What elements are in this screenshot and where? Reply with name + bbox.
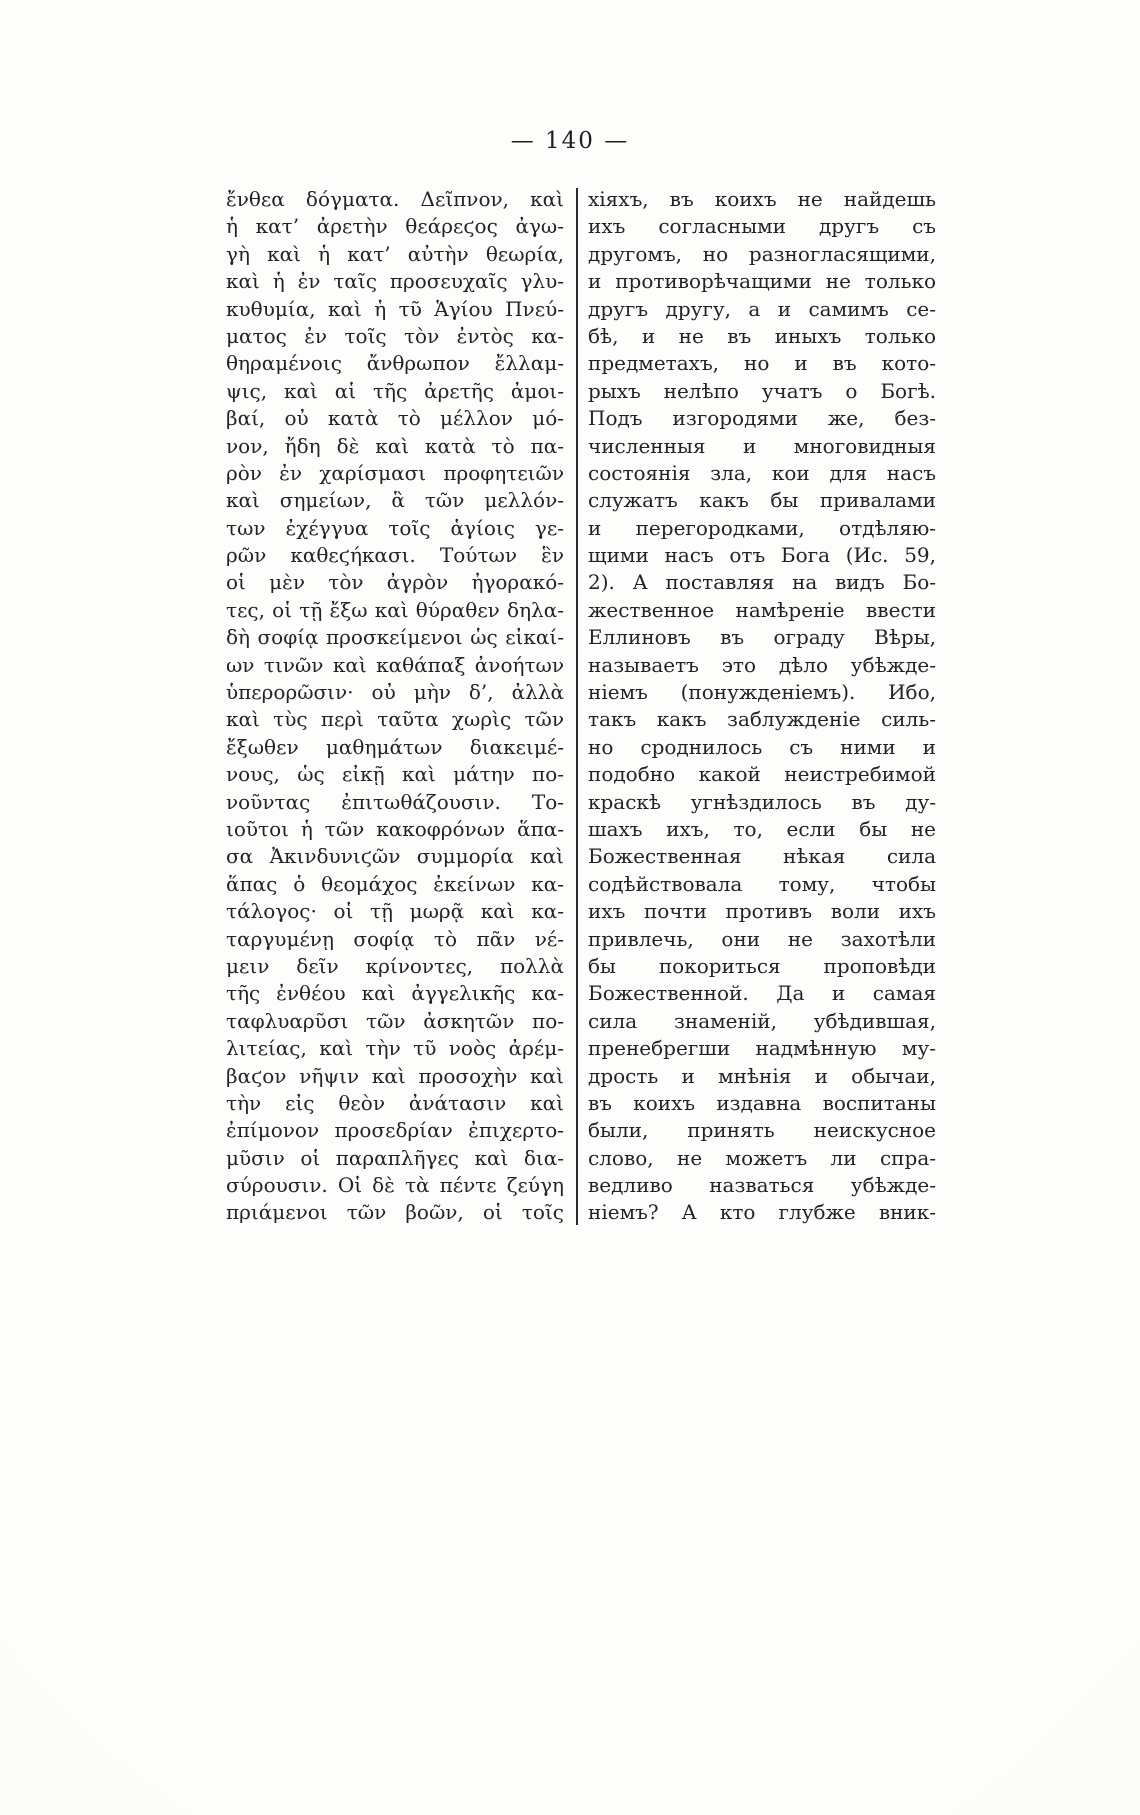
text-line: но сроднилось съ ними и — [588, 734, 936, 759]
text-line: слово, не можетъ ли спра- — [588, 1145, 936, 1170]
text-line: οἱ μὲν τὸν ἀγρὸν ἠγορακό- — [226, 570, 564, 595]
text-line: хіяхъ, въ коихъ не найдешь — [588, 187, 936, 211]
text-line: жественное намѣреніе ввести — [588, 597, 936, 622]
text-line: служатъ какъ бы привалами — [588, 488, 936, 513]
greek-text-column — [226, 186, 564, 1227]
page-content — [226, 186, 936, 1227]
text-line: τες, οἱ τῇ ἔξω καὶ θύραθεν δηλα- — [226, 597, 564, 622]
text-line: Божественная нѣкая сила — [588, 844, 936, 869]
text-line: подобно какой неистребимой — [588, 762, 936, 787]
text-line: λιτείας, καὶ τὴν τῦ νοὸς ἀρέμ- — [226, 1036, 564, 1061]
text-line: дрость и мнѣнія и обычаи, — [588, 1063, 936, 1088]
text-line: ων τινῶν καὶ καθάπαξ ἀνοήτων — [226, 652, 564, 677]
text-line: καὶ τὺς περὶ ταῦτα χωρὶς τῶν — [226, 707, 564, 732]
text-line: θηραμένοις ἄνθρωπον ἔλλαμ- — [226, 351, 564, 376]
text-line: μῦσιν οἱ παραπλῆγες καὶ δια- — [226, 1145, 564, 1170]
text-line: 2). А поставляя на видъ Бо- — [588, 570, 936, 595]
text-line: пренебрегши надмѣнную му- — [588, 1036, 936, 1061]
text-line: ихъ почти противъ воли ихъ — [588, 899, 936, 924]
text-line: и противорѣчащими не только — [588, 269, 936, 294]
text-line: называетъ это дѣло убѣжде- — [588, 652, 936, 677]
text-line: бы покориться проповѣди — [588, 953, 936, 978]
text-line: βαϛον νῆψιν καὶ προσοχὴν καὶ — [226, 1063, 564, 1088]
text-line: ψις, καὶ αἱ τῆς ἀρετῆς ἀμοι- — [226, 378, 564, 403]
text-line: γὴ καὶ ἡ κατ’ αὐτὴν θεωρία, — [226, 241, 564, 266]
text-line: щими насъ отъ Бога (Ис. 59, — [588, 543, 936, 568]
text-line: καὶ σημείων, ἃ τῶν μελλόν- — [226, 488, 564, 513]
text-line: ταφλυαρῦσι τῶν ἀσκητῶν πο- — [226, 1008, 564, 1033]
text-line: Еллиновъ въ ограду Вѣры, — [588, 625, 936, 650]
text-line: предметахъ, но и въ кото- — [588, 351, 936, 376]
text-line: μειν δεῖν κρίνοντες, πολλὰ — [226, 953, 564, 978]
text-line: ведливо назваться убѣжде- — [588, 1173, 936, 1198]
text-line: ρῶν καθεϛήκασι. Τούτων ἓν — [226, 543, 564, 568]
text-line: νους, ὡς εἰκῇ καὶ μάτην πο- — [226, 762, 564, 787]
text-line: δὴ σοφίᾳ προσκείμενοι ὡς εἰκαί- — [226, 625, 564, 650]
text-line: ніемъ (понужденіемъ). Ибо, — [588, 680, 936, 705]
text-line: τῆς ἐνθέου καὶ ἀγγελικῆς κα- — [226, 981, 564, 1006]
text-line: были, принять неискусное — [588, 1118, 936, 1143]
text-line: πριάμενοι τῶν βοῶν, οἱ τοῖς — [226, 1200, 564, 1225]
russian-text-column — [588, 186, 936, 1227]
text-line: τάλογος· οἱ τῇ μωρᾷ καὶ κα- — [226, 899, 564, 924]
text-line: сила знаменій, убѣдившая, — [588, 1008, 936, 1033]
text-line: ихъ согласными другъ съ — [588, 214, 936, 239]
text-line: σύρουσιν. Οἱ δὲ τὰ πέντε ζεύγη — [226, 1173, 564, 1198]
text-line: ιοῦτοι ἡ τῶν κακοφρόνων ἅπα- — [226, 816, 564, 841]
text-line: βαί, οὐ κατὰ τὸ μέλλον μό- — [226, 406, 564, 431]
text-line: ἅπας ὁ θεομάχος ἐκείνων κα- — [226, 871, 564, 896]
text-line: привлечь, они не захотѣли — [588, 926, 936, 951]
text-line: въ коихъ издавна воспитаны — [588, 1090, 936, 1115]
text-line: численныя и многовидныя — [588, 433, 936, 458]
text-line: ἡ κατ’ ἀρετὴν θεάρεϛος ἀγω- — [226, 214, 564, 239]
text-line: состоянія зла, кои для насъ — [588, 460, 936, 485]
text-line: των ἐχέγγυα τοῖς ἁγίοις γε- — [226, 515, 564, 540]
text-line: содѣйствовала тому, чтобы — [588, 871, 936, 896]
text-line: краскѣ угнѣздилось въ ду- — [588, 789, 936, 814]
text-line: и перегородками, отдѣляю- — [588, 515, 936, 540]
text-line: ἐπίμονον προσεδρίαν ἐπιχερτο- — [226, 1118, 564, 1143]
text-line: рыхъ нелѣпо учатъ о Богѣ. — [588, 378, 936, 403]
page-number: — 140 — — [510, 128, 630, 154]
text-line: ἔξωθεν μαθημάτων διακειμέ- — [226, 734, 564, 759]
text-line: ніемъ? А кто глубже вник- — [588, 1200, 936, 1225]
text-line: ὑπερορῶσιν· οὐ μὴν δ’, ἀλλὰ — [226, 680, 564, 705]
column-divider-rule — [576, 188, 578, 1225]
text-line: ἔνθεα δόγματα. Δεῖπνον, καὶ — [226, 187, 564, 211]
text-line: τὴν εἰς θεὸν ἀνάτασιν καὶ — [226, 1090, 564, 1115]
text-line: другомъ, но разногласящими, — [588, 241, 936, 266]
text-line: νοῦντας ἐπιτωθάζουσιν. Το- — [226, 789, 564, 814]
text-line: бѣ, и не въ иныхъ только — [588, 323, 936, 348]
text-line: σα Ἀκινδυνιϛῶν συμμορία καὶ — [226, 844, 564, 869]
text-line: καὶ ἡ ἐν ταῖς προσευχαῖς γλυ- — [226, 269, 564, 294]
text-line: ρὸν ἐν χαρίσμασι προφητειῶν — [226, 460, 564, 485]
text-line: Подъ изгородями же, без- — [588, 406, 936, 431]
text-line: шахъ ихъ, то, если бы не — [588, 816, 936, 841]
text-line: ματος ἐν τοῖς τὸν ἐντὸς κα- — [226, 323, 564, 348]
text-line: ταργυμένῃ σοφίᾳ τὸ πᾶν νέ- — [226, 926, 564, 951]
text-line: такъ какъ заблужденіе силь- — [588, 707, 936, 732]
text-line: Божественной. Да и самая — [588, 981, 936, 1006]
text-line: другъ другу, а и самимъ се- — [588, 296, 936, 321]
text-line: νον, ἤδη δὲ καὶ κατὰ τὸ πα- — [226, 433, 564, 458]
text-line: κυθυμία, καὶ ἡ τῦ Ἁγίου Πνεύ- — [226, 296, 564, 321]
